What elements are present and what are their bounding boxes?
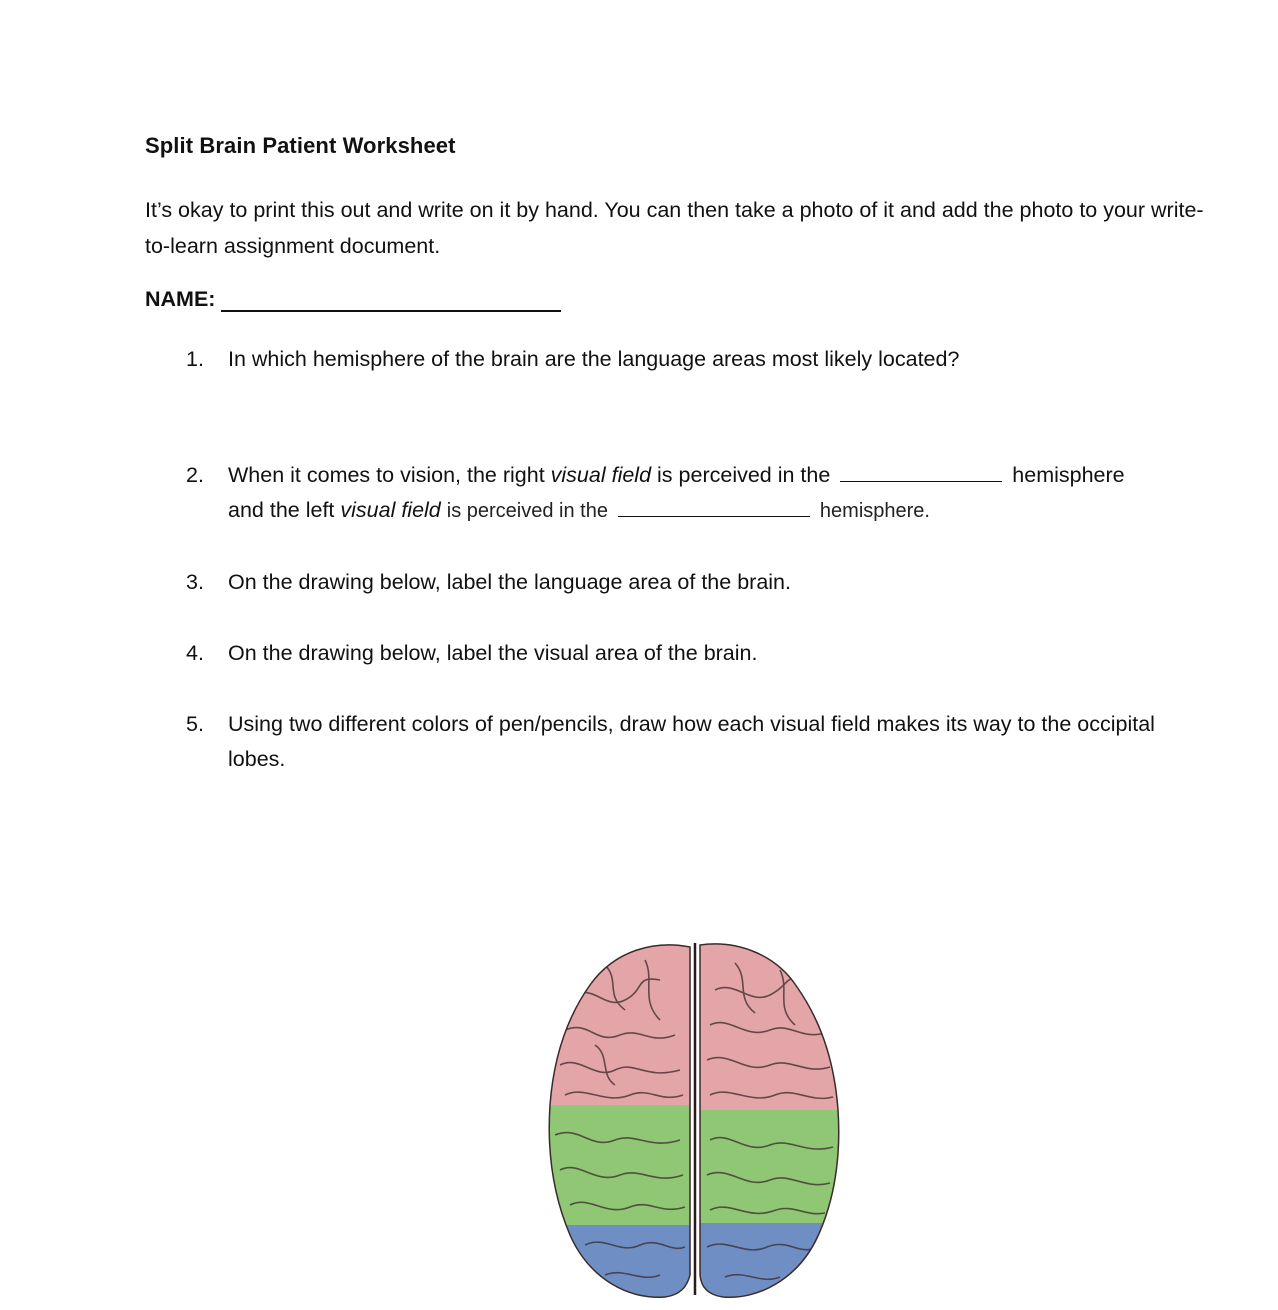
question-2 <box>186 458 1228 529</box>
q2-term-visual-field-left: visual field <box>340 498 441 522</box>
question-4 <box>186 636 1188 671</box>
q2-blank-left[interactable] <box>618 498 810 517</box>
q2-term-visual-field-right: visual field <box>550 463 652 487</box>
question-text: In which hemisphere of the brain are the language areas most likely located? <box>228 347 960 371</box>
q2-text-part4: and the left <box>228 498 335 522</box>
q2-text-part2: is perceived in the <box>657 463 831 487</box>
q2-text-part1: When it comes to vision, the right <box>228 463 545 487</box>
intro-paragraph: It’s okay to print this out and write on it by hand. You can then take a photo of it and add the photo to your write-to-learn assignment document. <box>145 198 1204 258</box>
q2-text-part5: is perceived in the <box>446 500 608 522</box>
question-text: On the drawing below, label the language area of the brain. <box>228 570 791 594</box>
brain-diagram-svg <box>535 935 855 1305</box>
occipital-region-right <box>695 1223 855 1305</box>
q2-text-part3: hemisphere <box>1012 463 1125 487</box>
question-1 <box>186 342 1188 377</box>
question-5 <box>186 707 1188 777</box>
name-field <box>145 286 561 312</box>
occipital-region-left <box>535 1225 695 1305</box>
q2-blank-right[interactable] <box>840 463 1002 482</box>
worksheet-title: Split Brain Patient Worksheet <box>145 133 456 158</box>
brain-illustration <box>535 935 855 1305</box>
name-blank-line[interactable] <box>221 286 561 312</box>
name-label: NAME: <box>145 287 216 311</box>
question-text: On the drawing below, label the visual area of the brain. <box>228 641 758 665</box>
question-text <box>228 458 1228 529</box>
right-hemisphere <box>695 935 855 1305</box>
question-text: Using two different colors of pen/pencils, draw how each visual field makes its way to the occipital lobes. <box>228 712 1155 771</box>
question-number: 5. <box>186 712 204 736</box>
question-number: 2. <box>186 463 204 487</box>
question-3 <box>186 565 1188 600</box>
question-number: 3. <box>186 570 204 594</box>
left-hemisphere <box>535 935 695 1305</box>
question-number: 1. <box>186 347 204 371</box>
question-number: 4. <box>186 641 204 665</box>
q2-text-part6: hemisphere. <box>819 500 930 522</box>
